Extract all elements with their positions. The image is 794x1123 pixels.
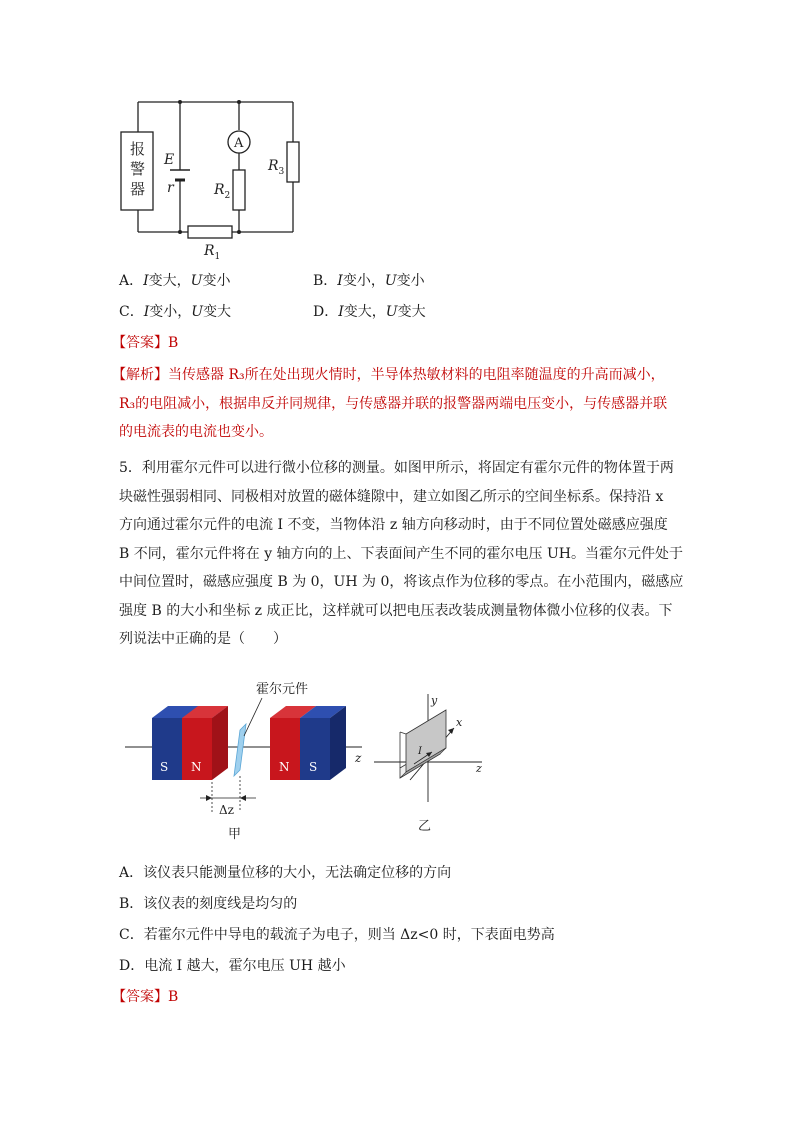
hall-element-label: 霍尔元件 <box>256 682 309 697</box>
label-R2: $R_2$ <box>214 182 231 201</box>
alarm-char-2: 警 <box>130 160 146 178</box>
fig-yi-y: y <box>431 694 438 707</box>
q5-option-b: B．该仪表的刻度线是均匀的 <box>119 896 298 912</box>
analysis-line-2: R₃的电阻减小，根据串反并同规律，与传感器并联的报警器两端电压变小，与传感器并联 <box>119 395 668 412</box>
q5-answer: 【答案】B <box>112 989 179 1005</box>
magnet-left-S: S <box>160 760 169 774</box>
fig-yi-I: I <box>418 746 422 757</box>
q5-line-7: 列说法中正确的是（ ） <box>119 631 287 647</box>
q4-answer: 【答案】B <box>112 335 179 351</box>
figure-jia-caption: 甲 <box>228 827 242 842</box>
z-axis-label: z <box>355 751 362 765</box>
q4-analysis <box>112 361 679 447</box>
figure-jia <box>120 676 380 846</box>
q5-line-6: 强度 B 的大小和坐标 z 成正比，这样就可以把电压表改装成测量物体微小位移的仪表。下 <box>119 602 673 619</box>
ammeter-label: A <box>234 136 244 151</box>
magnet-left-N: N <box>191 760 202 774</box>
q5-line-3: 方向通过霍尔元件的电流 I 不变，当物体沿 z 轴方向移动时，由于不同位置处磁感应强度 <box>119 517 668 533</box>
figure-yi-caption: 乙 <box>418 819 432 834</box>
q5-line-5: 中间位置时，磁感应强度 B 为 0，UH 为 0，将该点作为位移的零点。在小范围内，磁感应 <box>119 574 684 590</box>
q5-line-1: 5．利用霍尔元件可以进行微小位移的测量。如图甲所示，将固定有霍尔元件的物体置于两 <box>119 460 674 476</box>
q5-option-c: C．若霍尔元件中导电的载流子为电子，则当 Δz<0 时，下表面电势高 <box>119 927 555 943</box>
alarm-char-1: 报 <box>130 140 146 158</box>
label-r: r <box>167 180 174 196</box>
label-E: E <box>164 152 175 168</box>
label-R1: $R_1$ <box>204 243 221 262</box>
q5-line-2: 块磁性强弱相同、同极相对放置的磁体缝隙中，建立如图乙所示的空间坐标系。保持沿 x <box>119 488 664 505</box>
q4-option-c: C．I变小，U变大 <box>119 304 232 320</box>
q5-stem <box>119 454 684 654</box>
label-R3: $R_3$ <box>268 158 285 177</box>
q5-line-4: B 不同，霍尔元件将在 y 轴方向的上、下表面间产生不同的霍尔电压 UH。当霍尔元件处于 <box>119 545 684 562</box>
q4-option-d: D．I变大，U变大 <box>313 304 426 320</box>
delta-z-label: Δz <box>219 803 234 817</box>
magnet-right-S: S <box>309 760 318 774</box>
magnet-right-N: N <box>279 760 290 774</box>
figure-yi <box>370 688 490 838</box>
analysis-line-1: 当传感器 R₃所在处出现火情时，半导体热敏材料的电阻率随温度的升高而减小， <box>168 367 665 383</box>
fig-yi-z: z <box>476 762 482 775</box>
circuit-diagram <box>110 92 320 262</box>
q5-option-d: D．电流 I 越大，霍尔电压 UH 越小 <box>119 958 346 974</box>
analysis-line-3: 的电流表的电流也变小。 <box>119 424 273 440</box>
fig-yi-x: x <box>456 716 463 729</box>
alarm-char-3: 器 <box>130 180 146 198</box>
q5-option-a: A．该仪表只能测量位移的大小，无法确定位移的方向 <box>119 865 452 881</box>
q4-option-a: A．I变大，U变小 <box>119 273 231 289</box>
analysis-tag: 【解析】 <box>112 367 168 383</box>
q4-option-b: B．I变小，U变小 <box>313 273 425 289</box>
